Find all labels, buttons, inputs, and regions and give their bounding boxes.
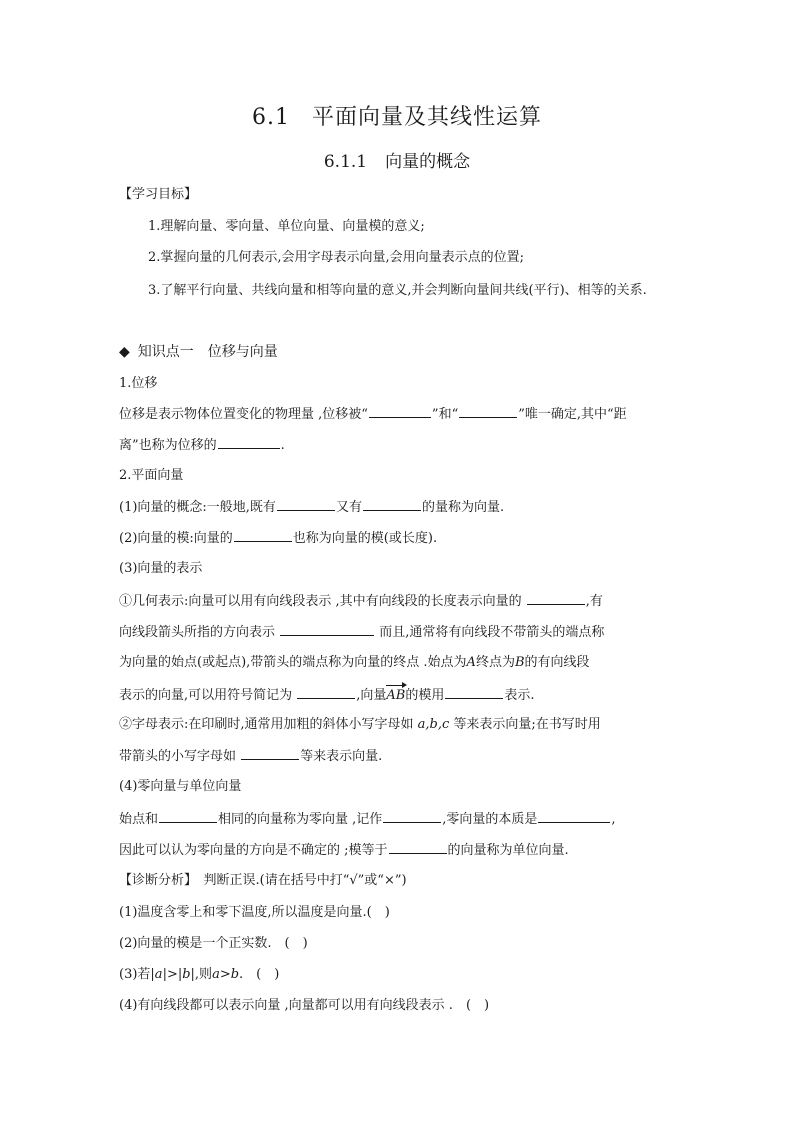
text-run: ,零向量的本质是 bbox=[442, 812, 538, 827]
text-run: ,有 bbox=[585, 594, 603, 609]
knowledge-point-title: 知识点一 位移与向量 bbox=[137, 344, 278, 360]
fill-blank[interactable] bbox=[277, 498, 335, 511]
fill-blank[interactable] bbox=[234, 529, 292, 542]
fill-blank[interactable] bbox=[241, 747, 299, 760]
fill-blank[interactable] bbox=[363, 498, 421, 511]
text-run: 等来表示向量;在书写时用 bbox=[453, 717, 601, 732]
fill-blank[interactable] bbox=[383, 810, 441, 823]
fill-blank[interactable] bbox=[459, 405, 517, 418]
diagnosis-heading-line bbox=[119, 872, 684, 890]
inequality: a>b bbox=[212, 967, 240, 982]
text-run: 始点和 bbox=[119, 812, 159, 827]
text-run: |,则 bbox=[190, 967, 213, 982]
text-run: 的量称为向量. bbox=[421, 500, 505, 515]
text-run: ②字母表示:在印刷时,通常用加粗的斜体小写字母如 bbox=[119, 717, 414, 732]
paragraph-line bbox=[119, 654, 684, 672]
fill-blank[interactable] bbox=[280, 623, 374, 636]
text-run: . bbox=[280, 438, 285, 453]
text-run: 相同的向量称为零向量 ,记作 bbox=[218, 812, 383, 827]
fill-blank[interactable] bbox=[218, 436, 280, 449]
section-title bbox=[0, 100, 794, 131]
diamond-icon: ◆ bbox=[119, 344, 130, 360]
paragraph-line bbox=[119, 436, 684, 455]
point-label: A bbox=[466, 655, 476, 670]
fill-blank[interactable] bbox=[527, 592, 585, 605]
subsection-title bbox=[0, 147, 794, 172]
fill-blank[interactable] bbox=[369, 405, 431, 418]
text-run: 位移是表示物体位置变化的物理量 ,位移被“ bbox=[119, 407, 368, 422]
text-run: . ( ) bbox=[239, 967, 280, 982]
text-run: 而且,通常将有向线段不带箭头的端点称 bbox=[379, 625, 605, 640]
letter-example: a,b,c bbox=[417, 717, 450, 732]
text-run: 也称为向量的模(或长度). bbox=[292, 531, 438, 546]
paragraph-line bbox=[119, 841, 684, 860]
text-run: 向线段箭头所指的方向表示 bbox=[119, 625, 276, 640]
subsection-title-text: 向量的概念 bbox=[385, 152, 471, 172]
knowledge-point-heading bbox=[119, 343, 684, 361]
text-run: 表示. bbox=[504, 688, 535, 703]
fill-blank[interactable] bbox=[159, 810, 217, 823]
var-b: b bbox=[182, 967, 191, 982]
paragraph-line bbox=[119, 529, 684, 548]
diagnosis-heading: 【诊断分析】 bbox=[119, 873, 191, 888]
text-run: 终点为 bbox=[475, 655, 515, 670]
paragraph-line bbox=[119, 686, 684, 705]
objectives-heading: 【学习目标】 bbox=[119, 187, 198, 202]
text-run: 的模用 bbox=[405, 688, 445, 703]
text-run: ”和“ bbox=[431, 407, 459, 422]
fill-blank[interactable] bbox=[389, 841, 447, 854]
point-label: B bbox=[514, 655, 525, 670]
question-item: (4)有向线段都可以表示向量 ,向量都可以用有向线段表示 . ( ) bbox=[119, 998, 490, 1013]
text-run: 为向量的始点(或起点),带箭头的端点称为向量的终点 .始点为 bbox=[119, 655, 467, 670]
diagnosis-intro: 判断正误.(请在括号中打“√”或“×”) bbox=[203, 873, 407, 888]
paragraph-line bbox=[119, 592, 684, 611]
paragraph-line bbox=[119, 498, 684, 517]
text-run: 等来表示向量. bbox=[300, 749, 383, 764]
question-item: (2)向量的模是一个正实数. ( ) bbox=[119, 936, 308, 951]
text-run: (2)向量的模:向量的 bbox=[119, 531, 233, 546]
text-run: ,向量 bbox=[356, 688, 387, 703]
fill-blank[interactable] bbox=[445, 686, 503, 699]
paragraph-line bbox=[119, 810, 684, 829]
paragraph-line bbox=[119, 405, 684, 424]
text-run: 带箭头的小写字母如 bbox=[119, 749, 237, 764]
paragraph-line: (3)向量的表示 bbox=[119, 561, 203, 576]
section-title-text: 平面向量及其线性运算 bbox=[311, 105, 542, 130]
text-run: , bbox=[611, 812, 616, 827]
subheading-displacement: 1.位移 bbox=[119, 376, 158, 391]
subheading-plane-vector: 2.平面向量 bbox=[119, 468, 184, 483]
text-run: ”唯一确定,其中“距 bbox=[518, 407, 627, 422]
paragraph-line: (4)零向量与单位向量 bbox=[119, 779, 242, 794]
text-run: 又有 bbox=[335, 500, 362, 515]
paragraph-line bbox=[119, 747, 684, 766]
paragraph-line bbox=[119, 716, 684, 734]
section-number: 6.1 bbox=[251, 105, 290, 130]
text-run: (3)若| bbox=[119, 967, 155, 982]
text-run: 表示的向量,可以用符号简记为 bbox=[119, 688, 293, 703]
vector-ab: AB bbox=[386, 688, 406, 703]
text-run: (1)向量的概念:一般地,既有 bbox=[119, 500, 276, 515]
paragraph-line bbox=[119, 623, 684, 642]
objective-item: 3.了解平行向量、共线向量和相等向量的意义,并会判断向量间共线(平行)、相等的关系. bbox=[148, 283, 647, 298]
objective-item: 2.掌握向量的几何表示,会用字母表示向量,会用向量表示点的位置; bbox=[148, 250, 525, 265]
text-run: |>| bbox=[162, 967, 183, 982]
fill-blank[interactable] bbox=[297, 686, 355, 699]
fill-blank[interactable] bbox=[538, 810, 610, 823]
question-item bbox=[119, 966, 684, 984]
question-item: (1)温度含零上和零下温度,所以温度是向量.( ) bbox=[119, 905, 390, 920]
text-run: 因此可以认为零向量的方向是不确定的 ;模等于 bbox=[119, 843, 388, 858]
objective-item: 1.理解向量、零向量、单位向量、向量模的意义; bbox=[148, 219, 425, 234]
text-run: 离”也称为位移的 bbox=[119, 438, 217, 453]
var-a: a bbox=[154, 967, 163, 982]
text-run: ①几何表示:向量可以用有向线段表示 ,其中有向线段的长度表示向量的 bbox=[119, 594, 522, 609]
subsection-number: 6.1.1 bbox=[323, 152, 368, 172]
text-run: 的有向线段 bbox=[524, 655, 590, 670]
text-run: 的向量称为单位向量. bbox=[447, 843, 569, 858]
